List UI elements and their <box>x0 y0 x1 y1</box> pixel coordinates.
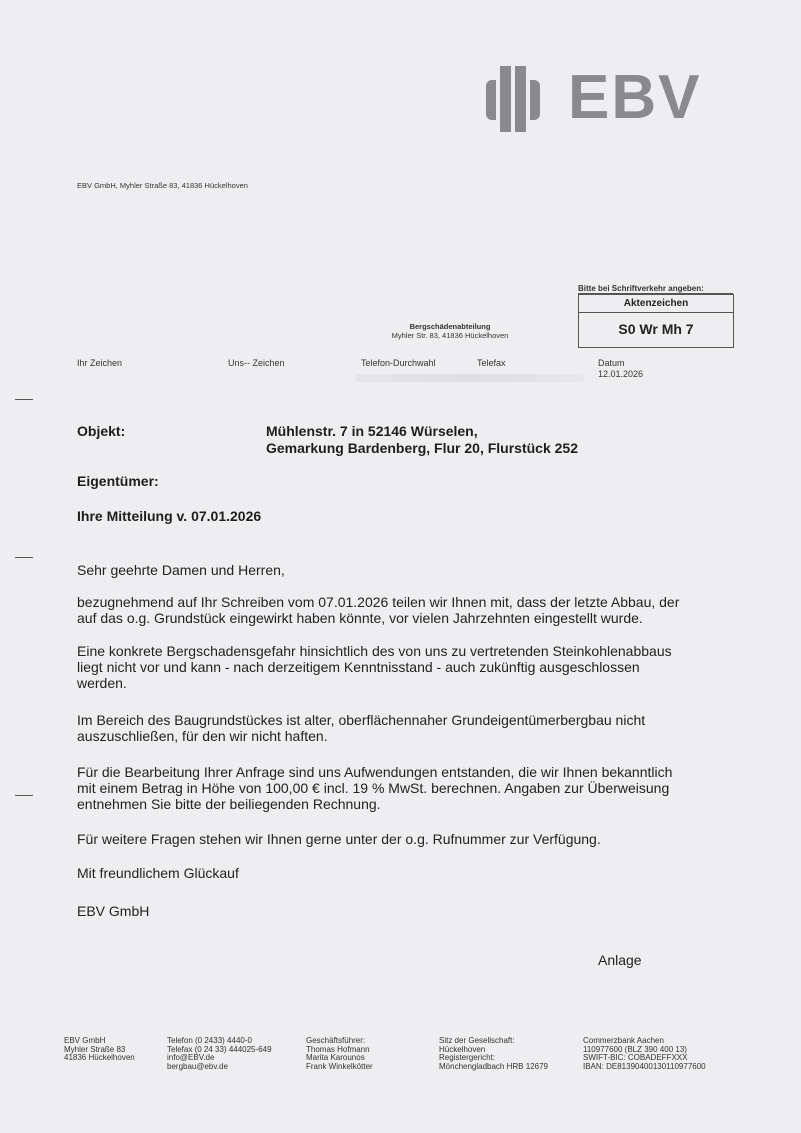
paragraph-line: bezugnehmend auf Ihr Schreiben vom 07.01.2026 teilen wir Ihnen mit, dass der letzte Abbau, der <box>77 594 680 610</box>
footer-management <box>306 1037 373 1071</box>
paragraph-line: Eine konkrete Bergschadensgefahr hinsichtlich des von uns zu vertretenden Steinkohlenabbaus <box>77 643 672 659</box>
paragraph-1 <box>77 594 679 626</box>
reference-value: S0 Wr Mh 7 <box>618 321 694 337</box>
paragraph-line: Für die Bearbeitung Ihrer Anfrage sind uns Aufwendungen entstanden, die wir Ihnen bekanntlich <box>77 764 673 780</box>
footer-line: Marita Karounos <box>306 1053 365 1063</box>
closing: Mit freundlichem Glückauf <box>77 865 239 881</box>
sender-line: EBV GmbH, Myhler Straße 83, 41836 Hückelhoven <box>77 181 248 190</box>
company-signature: EBV GmbH <box>77 903 150 919</box>
footer-line: Telefon (0 2433) 4440-0 <box>167 1036 252 1045</box>
paragraph-4 <box>77 764 672 812</box>
paragraph-line: auf das o.g. Grundstück eingewirkt haben könnte, vor vielen Jahrzehnten eingestellt wurde. <box>77 610 643 626</box>
redaction-smudge <box>355 374 585 382</box>
paragraph-line: Im Bereich des Baugrundstückes ist alter, oberflächennaher Grundeigentümerbergbau nicht <box>77 712 646 728</box>
mitteilung-line: Ihre Mitteilung v. 07.01.2026 <box>77 508 262 524</box>
anlage: Anlage <box>598 952 642 968</box>
ebv-logo <box>486 63 702 132</box>
paragraph-line: entnehmen Sie bitte der beiliegenden Rechnung. <box>77 796 381 812</box>
footer-line: SWIFT-BIC: COBADEFFXXX <box>583 1053 688 1063</box>
salutation: Sehr geehrte Damen und Herren, <box>77 562 285 578</box>
objekt-label: Objekt: <box>77 423 126 439</box>
footer-line: EBV GmbH <box>64 1036 106 1045</box>
department <box>380 322 520 340</box>
datum-label: Datum <box>598 358 625 368</box>
footer-contact <box>167 1037 272 1071</box>
footer-line: IBAN: DE81390400130110977600 <box>583 1061 706 1071</box>
reference-header: Aktenzeichen <box>579 295 733 313</box>
footer-line: bergbau@ebv.de <box>167 1061 228 1071</box>
paragraph-5 <box>77 831 601 847</box>
footer-address <box>64 1037 135 1063</box>
footer-line: Thomas Hofmann <box>306 1044 370 1054</box>
paragraph-line: auszuschließen, für den wir nicht haften. <box>77 728 328 744</box>
footer-register <box>439 1037 548 1071</box>
objekt-line-2: Gemarkung Bardenberg, Flur 20, Flurstück 252 <box>266 440 578 456</box>
footer-line: Telefax (0 24 33) 444025-649 <box>167 1044 272 1054</box>
datum-value: 12.01.2026 <box>598 369 644 379</box>
fold-mark <box>15 399 33 400</box>
eigentuemer-label: Eigentümer: <box>77 473 159 489</box>
ihr-zeichen-label: Ihr Zeichen <box>77 358 123 368</box>
unser-zeichen-label: Uns-- Zeichen <box>228 358 285 368</box>
punch-mark <box>15 557 33 558</box>
paragraph-line: werden. <box>77 675 127 691</box>
paragraph-line: mit einem Betrag in Höhe von 100,00 € incl. 19 % MwSt. berechnen. Angaben zur Überweisung <box>77 780 670 796</box>
footer-line: Frank Winkelkötter <box>306 1061 373 1071</box>
logo-text: EBV <box>568 63 702 132</box>
footer-line: Mönchengladbach HRB 12679 <box>439 1061 548 1071</box>
telefon-label: Telefon-Durchwahl <box>361 358 436 368</box>
footer-bank <box>583 1037 706 1071</box>
footer-line: Hückelhoven <box>439 1044 486 1054</box>
date-block <box>598 358 643 380</box>
department-address: Myhler Str. 83, 41836 Hückelhoven <box>391 331 509 340</box>
footer-line: Commerzbank Aachen <box>583 1036 664 1045</box>
paragraph-line: Für weitere Fragen stehen wir Ihnen gerne unter der o.g. Rufnummer zur Verfügung. <box>77 831 601 847</box>
reference-box <box>578 294 734 348</box>
fold-mark <box>15 795 33 796</box>
ebv-logo-icon <box>486 66 550 132</box>
paragraph-2 <box>77 643 672 691</box>
objekt-line-1: Mühlenstr. 7 in 52146 Würselen, <box>266 423 478 439</box>
footer-line: Myhler Straße 83 <box>64 1044 126 1054</box>
footer-line: Registergericht: <box>439 1053 496 1063</box>
footer-line: Sitz der Gesellschaft: <box>439 1036 515 1045</box>
footer-line: 110977600 (BLZ 390 400 13) <box>583 1044 687 1054</box>
paragraph-line: liegt nicht vor und kann - nach derzeitigem Kenntnisstand - auch zukünftig ausgeschlossen <box>77 659 640 675</box>
footer-line: 41836 Hückelhoven <box>64 1053 135 1063</box>
paragraph-3 <box>77 712 645 744</box>
department-name: Bergschädenabteilung <box>409 322 491 331</box>
footer-line: Geschäftsführer: <box>306 1036 366 1045</box>
footer-line: info@EBV.de <box>167 1053 215 1063</box>
telefax-label: Telefax <box>477 358 506 368</box>
reference-label: Bitte bei Schriftverkehr angeben: <box>578 284 733 294</box>
